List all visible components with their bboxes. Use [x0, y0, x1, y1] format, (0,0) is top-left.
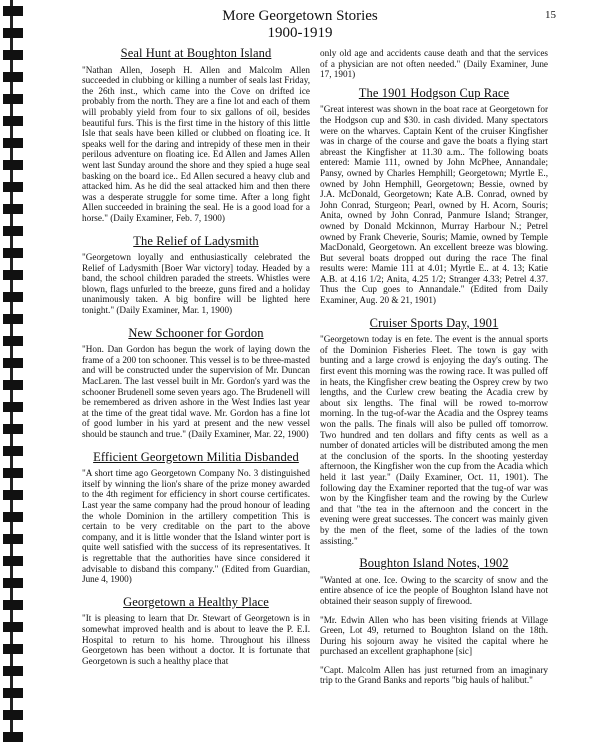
binding-hole — [3, 556, 23, 566]
article-body: "Wanted at one. Ice. Owing to the scarcity of snow and the entire absence of ice the people of Boughton Island have not obtained their season supply of firewood. — [320, 574, 548, 606]
binding-hole — [3, 204, 23, 214]
binding-hole — [3, 468, 23, 478]
header-years: 1900-1919 — [267, 25, 333, 41]
binding-hole — [3, 116, 23, 126]
article-body: "Great interest was shown in the boat race at Georgetown for the Hodgson cup and $30. in cash divided. Many spectators were on the wharves. Captain Kent of the cruiser Kingfisher was in charge of the course and gave the boats a flying start abreast the Kingfisher at 11.30 a.m.. The following boats entered: Mamie 111, owned by John McPhee, Annandale; Pansy, owned by Charles Hemphill; Georgetown; Myrtle E., owned by John Hemphill, Georgetown; Bessie, owned by J.A. McDonald, Georgetown; Kate A.B. Conrad, owned by John Conrad, Sturgeon; Pearl, owned by H. Acorn, Souris; Anita, owned by John Conrad, Panmure Island; Stranger, owned by Donald Mckinnon, Murray Harbour N.; Petrel owned by Frank Cheverie, Souris; Mamie, owned by Temple MacDonald, Georgetown. An excellent breeze was blowing. But several boats dropped out during the race The final results were: Mamie 111 at 4.01; Myrtle E.. at 4. 13; Katie A.B. at 4.16 1/2; Anita, 4.25 1/2; Stranger 4.33; Petrel 4.37. Thus the Cup goes to Annandale." (Edited from Daily Examiner, Aug. 20 & 21, 1901) — [320, 104, 548, 306]
binding-hole — [3, 248, 23, 258]
binding-hole — [3, 490, 23, 500]
right-column — [320, 48, 548, 698]
article-title: Boughton Island Notes, 1902 — [359, 556, 509, 571]
binding-hole — [3, 534, 23, 544]
article-body: "Capt. Malcolm Allen has just returned from an imaginary trip to the Grand Banks and reports "big hauls of halibut." — [320, 664, 548, 686]
article-body: "Georgetown today is en fete. The event is the annual sports of the Dominion Fisheries Fleet. The town is gay with bunting and a large crowd is enjoying the day's outing. The first event this morning was the rowing race. It was pulled off in heats, the Kingfisher crew beating the Osprey crew by two lengths, and the Curlew crew beating the Acadia crew by about six lengths. The final will be rowed to-morrow morning. In the tug-of-war the Acadia and the Osprey teams won the palls. The finals will also be pulled off tomorrow. Two hundred and ten dollars and fifty cents as well as a number of donated articles will be distributed among the men at the conclusion of the sports. In the shooting yesterday afternoon, the Kingfisher won the cup from the Acadia which held it last year." (Daily Examiner, Oct. 11, 1901). The following day the Examiner reported that the tug-of war was won by the Kingfisher team and the rowing by the Curlew and that "the tea in the afternoon and the concert in the evening were great successes. The concert was mainly given by the men of the fleet, some of the ladies of the town assisting." — [320, 334, 548, 546]
binding-hole — [3, 182, 23, 192]
article-body: "Hon. Dan Gordon has begun the work of laying down the frame of a 200 ton schooner. This vessel is to be three-masted and will be constructed under the supervision of Mr. Duncan MacLaren. The last vessel built in Mr. Gordon's yard was the schooner Brudenell some seven years ago. The Brudenell will be remembered as driven ashore in the West Indies last year at the time of the great tidal wave. Mr. Gordon has a fine lot of good lumber in his yard at present and the new vessel should be staunch and true." (Daily Examiner, Mar. 22, 1900) — [82, 344, 310, 439]
article-body: "Nathan Allen, Joseph H. Allen and Malcolm Allen succeeded in clubbing or killing a number of seals last Friday, the 26th inst., which came into the Cove on drifted ice probably from the north. They are a fine lot and each of them will probably yield from four to six gallons of oil, besides beautiful furs. This is the first time in the history of this little Isle that seals have been killed or clubbed on floating ice. It speaks well for the daring and intrepidy of these men in their perilous adventure on floating ice. Ed Allen and James Allen went last Sunday around the shore and they spied a huge seal basking on the board ice.. Ed Allen secured a heavy club and attacked him. As he did the seal attacked him and then there was a desperate struggle for some time. After a long fight Allen succeeded in braining the seal. He is a good load for a horse." (Daily Examiner, Feb. 7, 1900) — [82, 64, 310, 223]
left-column — [82, 48, 310, 678]
article-ladysmith — [82, 233, 310, 316]
article-healthy-place — [82, 594, 310, 667]
binding-hole — [3, 380, 23, 390]
binding-hole — [3, 644, 23, 654]
binding-hole — [3, 336, 23, 346]
binding-hole — [3, 622, 23, 632]
binding-hole — [3, 358, 23, 368]
article-title: Seal Hunt at Boughton Island — [120, 46, 272, 60]
continued-text: only old age and accidents cause death and that the services of a physician are not often needed." (Daily Examiner, June 17, 1901) — [320, 48, 548, 80]
binding-hole — [3, 424, 23, 434]
article-cruiser-sports — [320, 315, 548, 546]
article-title: Efficient Georgetown Militia Disbanded — [93, 449, 299, 464]
page-number: 15 — [545, 9, 556, 21]
article-militia — [82, 449, 310, 585]
page-header — [0, 8, 600, 42]
article-body: "Mr. Edwin Allen who has been visiting friends at Village Green, Lot 49, returned to Boughton Island on the 18th. During his sojourn away he visited the capital where he purchased an excellent graphaphone [sic] — [320, 614, 548, 657]
article-schooner — [82, 325, 310, 440]
article-body: "Georgetown loyally and enthusiastically celebrated the Relief of Ladysmith [Boer War victory] today. Headed by a band, the school children paraded the streets. Whistles were blown, flags unfurled to the breeze, guns fired and a holiday unanimously taken. A big bonfire will be lighted here tonight." (Daily Examiner, Mar. 1, 1900) — [82, 252, 310, 316]
article-body: "A short time ago Georgetown Company No. 3 distinguished itself by winning the lion's share of the prize money awarded to the 4th regiment for efficiency in short course certificates. Last year the same company had the proud honour of leading the whole Dominion in the artillery competition This is certain to be very creditable on the part to the above company, and it is little wonder that the Island winter port is quite well satisfied with the success of its representatives. It is regrettable that the authorities have since considered it advisable to disband this company." (Edited from Guardian, June 4, 1900) — [82, 468, 310, 585]
binding-hole — [3, 578, 23, 588]
article-title: The 1901 Hodgson Cup Race — [358, 85, 510, 100]
binding-hole — [3, 710, 23, 720]
article-title: Cruiser Sports Day, 1901 — [369, 315, 499, 330]
binding-hole — [3, 138, 23, 148]
article-body: "It is pleasing to learn that Dr. Stewart of Georgetown is in somewhat improved health and is about to leave the P. E.I. Hospital to return to his home. Throughout his illness Georgetown has been without a doctor. It is fortunate that Georgetown is such a healthy place that — [82, 613, 310, 666]
article-hodgson-cup — [320, 85, 548, 306]
article-boughton-notes — [320, 558, 548, 686]
binding-hole — [3, 50, 23, 60]
binding-hole — [3, 94, 23, 104]
binding-hole — [3, 688, 23, 698]
article-title: Georgetown a Healthy Place — [123, 594, 269, 609]
binding-hole — [3, 512, 23, 522]
binding-hole — [3, 226, 23, 236]
binding-hole — [3, 160, 23, 170]
article-seal-hunt — [82, 48, 310, 224]
header-title: More Georgetown Stories — [222, 8, 378, 24]
binding-hole — [3, 402, 23, 412]
binding-hole — [3, 270, 23, 280]
binding-hole — [3, 666, 23, 676]
spiral-binding — [0, 0, 30, 737]
article-title: The Relief of Ladysmith — [133, 233, 259, 248]
binding-hole — [3, 72, 23, 82]
binding-hole — [3, 446, 23, 456]
binding-hole — [3, 292, 23, 302]
binding-hole — [3, 600, 23, 610]
binding-hole — [3, 314, 23, 324]
article-title: New Schooner for Gordon — [128, 325, 264, 340]
binding-hole — [3, 732, 23, 742]
